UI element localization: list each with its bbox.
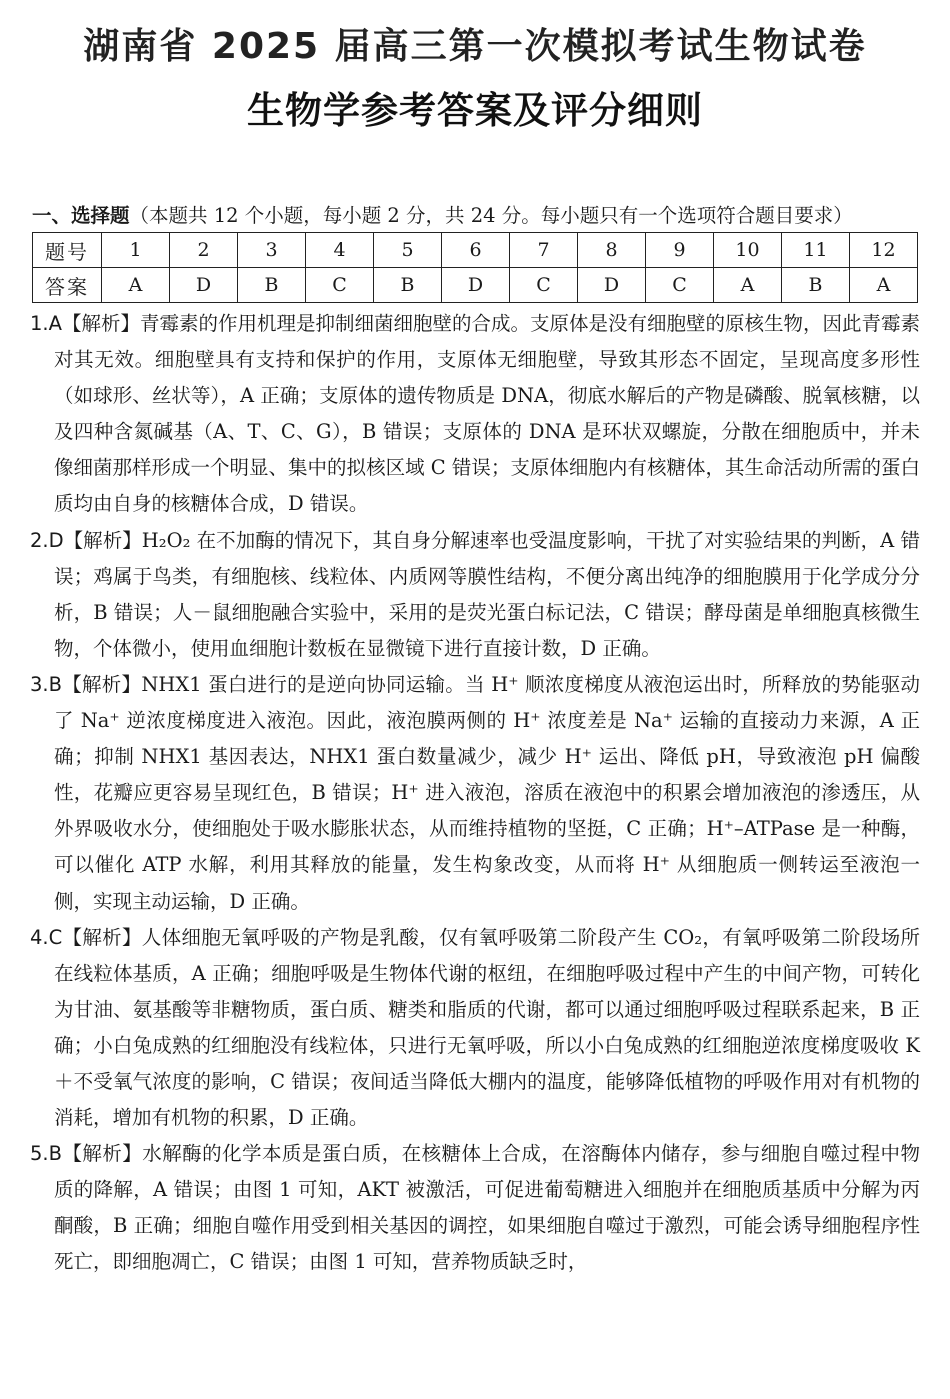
question-number: 12 [850, 233, 918, 268]
question-num: 3. [30, 672, 49, 696]
answer-cell: D [578, 268, 646, 303]
answer-table [32, 232, 918, 303]
question-number: 7 [510, 233, 578, 268]
explanation-item [30, 306, 920, 523]
question-answer: D [48, 528, 64, 552]
analysis-tag: 【解析】 [62, 672, 142, 696]
section-heading [32, 200, 922, 228]
question-num: 2. [30, 528, 49, 552]
explanations [30, 306, 920, 1281]
cut-off-header [0, 0, 950, 70]
answer-cell: B [238, 268, 306, 303]
number-row [33, 233, 918, 268]
question-num: 5. [30, 1142, 49, 1166]
explanation-text: H₂O₂ 在不加酶的情况下，其自身分解速率也受温度影响，干扰了对实验结果的判断，A 错误；鸡属于鸟类，有细胞核、线粒体、内质网等膜性结构，不便分离出纯净的细胞膜用于化学成分分析，B 错误；人－鼠细胞融合实验中，采用的是荧光蛋白标记法，C 错误；酵母菌是单细胞真核微生物，个体微小，使用血细胞计数板在显微镜下进行直接计数，D 正确。 [54, 528, 920, 660]
answer-cell: B [782, 268, 850, 303]
answer-cell: A [714, 268, 782, 303]
question-number: 2 [170, 233, 238, 268]
explanation-item [30, 667, 920, 920]
section-note: （本题共 12 个小题，每小题 2 分，共 24 分。每小题只有一个选项符合题目要求） [129, 204, 853, 227]
analysis-tag: 【解析】 [61, 312, 140, 335]
question-number: 1 [102, 233, 170, 268]
analysis-tag: 【解析】 [62, 925, 142, 949]
explanation-item [30, 523, 920, 667]
answer-cell: D [170, 268, 238, 303]
explanation-text: 青霉素的作用机理是抑制细菌细胞壁的合成。支原体是没有细胞壁的原核生物，因此青霉素对其无效。细胞壁具有支持和保护的作用，支原体无细胞壁，导致其形态不固定，呈现高度多形性（如球形、丝状等），A 正确；支原体的遗传物质是 DNA，彻底水解后的产物是磷酸、脱氧核糖，以及四种含氮碱基（A、T、C、G），B 错误；支原体的 DNA 是环状双螺旋，分散在细胞质中，并未像细菌那样形成一个明显、集中的拟核区域 C 错误；支原体细胞内有核糖体，其生命活动所需的蛋白质均由自身的核糖体合成，D 错误。 [54, 312, 920, 516]
answer-cell: B [374, 268, 442, 303]
question-num: 1. [30, 312, 49, 335]
page-title: 生物学参考答案及评分细则 [247, 89, 703, 132]
question-num: 4. [30, 925, 49, 949]
question-answer: A [48, 312, 62, 335]
question-number: 3 [238, 233, 306, 268]
question-number: 8 [578, 233, 646, 268]
answer-row [33, 268, 918, 303]
explanation-text: NHX1 蛋白进行的是逆向协同运输。当 H⁺ 顺浓度梯度从液泡运出时，所释放的势能驱动了 Na⁺ 逆浓度梯度进入液泡。因此，液泡膜两侧的 H⁺ 浓度差是 Na⁺ 运输的直接动力来源，A 正确；抑制 NHX1 基因表达，NHX1 蛋白数量减少，减少 H⁺ 运出、降低 pH，导致液泡 pH 偏酸性，花瓣应更容易呈现红色，B 错误；H⁺ 进入液泡，溶质在液泡中的积累会增加液泡的渗透压，从外界吸收水分，使细胞处于吸水膨胀状态，从而维持植物的坚挺，C 正确；H⁺–ATPase 是一种酶，可以催化 ATP 水解，利用其释放的能量，发生构象改变，从而将 H⁺ 从细胞质一侧转运至液泡一侧，实现主动运输，D 正确。 [54, 672, 920, 913]
question-number: 11 [782, 233, 850, 268]
section-title: 一、选择题 [32, 204, 130, 227]
explanation-item [30, 920, 920, 1137]
explanation-text: 水解酶的化学本质是蛋白质，在核糖体上合成，在溶酶体内储存，参与细胞自噬过程中物质的降解，A 错误；由图 1 可知，AKT 被激活，可促进葡萄糖进入细胞并在细胞质基质中分解为丙酮酸，B 正确；细胞自噬作用受到相关基因的调控，如果细胞自噬过于激烈，可能会诱导细胞程序性死亡，即细胞凋亡，C 错误；由图 1 可知，营养物质缺乏时， [54, 1142, 920, 1274]
question-number: 5 [374, 233, 442, 268]
row-label: 题号 [33, 233, 102, 268]
cut-title: 湖南省 2025 届高三第一次模拟考试生物试卷 [83, 26, 867, 67]
row-label: 答案 [33, 268, 102, 303]
answer-cell: A [850, 268, 918, 303]
answer-cell: D [442, 268, 510, 303]
question-answer: B [48, 1142, 62, 1166]
question-answer: C [48, 925, 63, 949]
question-answer: B [48, 672, 62, 696]
answer-cell: A [102, 268, 170, 303]
answer-cell: C [646, 268, 714, 303]
question-number: 4 [306, 233, 374, 268]
explanation-text: 人体细胞无氧呼吸的产物是乳酸，仅有氧呼吸第二阶段产生 CO₂，有氧呼吸第二阶段场所在线粒体基质，A 正确；细胞呼吸是生物体代谢的枢纽，在细胞呼吸过程中产生的中间产物，可转化为甘油、氨基酸等非糖物质，蛋白质、糖类和脂质的代谢，都可以通过细胞呼吸过程联系起来，B 正确；小白兔成熟的红细胞没有线粒体，只进行无氧呼吸，所以小白兔成熟的红细胞逆浓度梯度吸收 K ＋不受氧气浓度的影响，C 错误；夜间适当降低大棚内的温度，能够降低植物的呼吸作用对有机物的消耗，增加有机物的积累，D 正确。 [54, 925, 920, 1130]
answer-cell: C [306, 268, 374, 303]
analysis-tag: 【解析】 [63, 528, 142, 552]
question-number: 9 [646, 233, 714, 268]
explanation-item [30, 1136, 920, 1280]
analysis-tag: 【解析】 [62, 1142, 143, 1166]
answer-cell: C [510, 268, 578, 303]
question-number: 10 [714, 233, 782, 268]
question-number: 6 [442, 233, 510, 268]
